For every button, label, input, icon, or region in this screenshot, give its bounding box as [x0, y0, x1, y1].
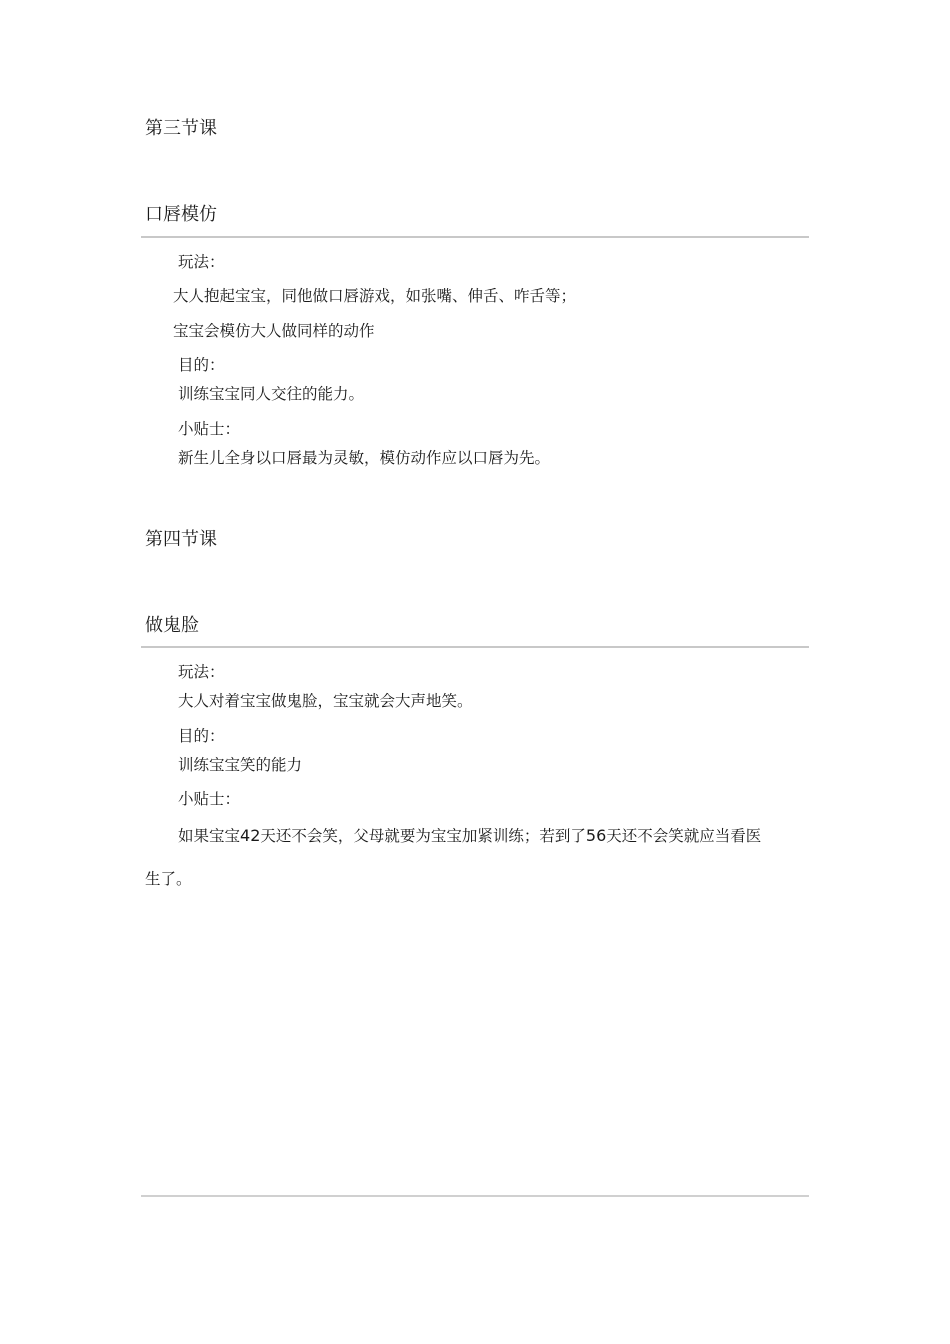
lesson3-title: 第三节课	[145, 118, 217, 139]
lesson4-title: 第四节课	[145, 529, 217, 550]
lesson4-play-text: 大人对着宝宝做鬼脸，宝宝就会大声地笑。	[178, 692, 473, 710]
lesson3-purpose-text: 训练宝宝同人交往的能力。	[178, 385, 365, 403]
lesson3-heading-rule	[141, 236, 809, 238]
lesson3-tip-text: 新生儿全身以口唇最为灵敏，模仿动作应以口唇为先。	[178, 449, 551, 467]
footer-rule	[141, 1195, 809, 1197]
tip-number-42: 42	[240, 826, 261, 845]
lesson3-activity-heading: 口唇模仿	[145, 204, 217, 225]
tip-text-part2: 天还不会笑，父母就要为宝宝加紧训练；若到了	[260, 827, 586, 845]
lesson3-play-label: 玩法：	[178, 253, 225, 271]
tip-text-part1: 如果宝宝	[178, 827, 241, 845]
lesson4-purpose-label: 目的：	[178, 727, 225, 745]
lesson4-tip-line1	[178, 825, 761, 847]
lesson3-purpose-label: 目的：	[178, 356, 225, 374]
lesson4-tip-line2: 生了。	[145, 870, 192, 888]
lesson3-tip-label: 小贴士：	[178, 420, 241, 438]
tip-number-56: 56	[585, 826, 607, 845]
lesson3-play-line2: 宝宝会模仿大人做同样的动作	[173, 322, 375, 340]
lesson4-play-label: 玩法：	[178, 663, 225, 681]
lesson4-tip-label: 小贴士：	[178, 790, 241, 808]
tip-text-part3: 天还不会笑就应当看医	[606, 827, 762, 845]
lesson4-activity-heading: 做鬼脸	[145, 615, 199, 636]
lesson4-heading-rule	[141, 646, 809, 648]
lesson3-play-line1: 大人抱起宝宝，同他做口唇游戏，如张嘴、伸舌、咋舌等；	[173, 287, 577, 305]
lesson4-purpose-text: 训练宝宝笑的能力	[178, 756, 303, 774]
